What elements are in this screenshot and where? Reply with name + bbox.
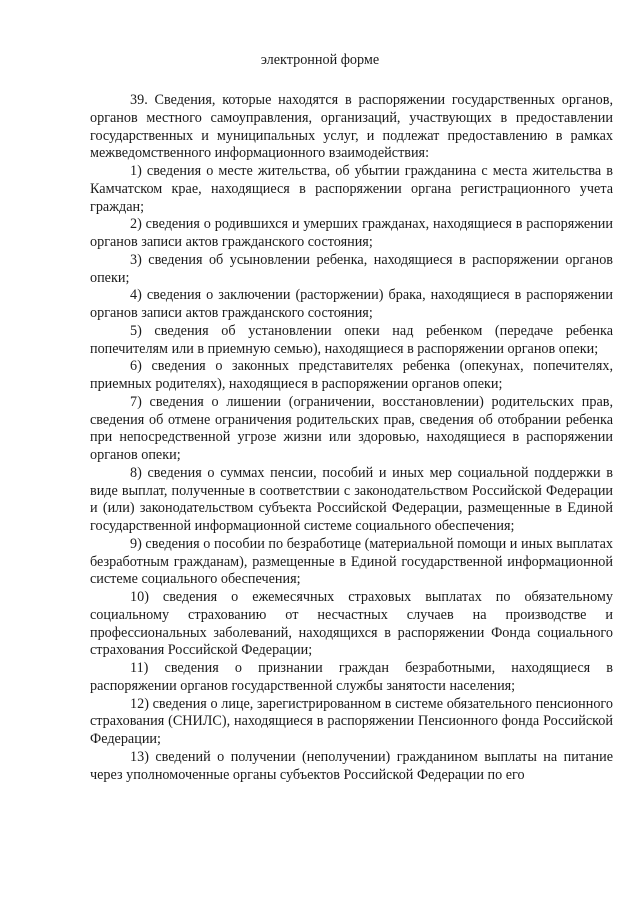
list-item-4: 4) сведения о заключении (расторжении) брака, находящиеся в распоряжении органов записи актов гражданского состояния; — [90, 287, 613, 321]
paragraph-39-intro: 39. Сведения, которые находятся в распоряжении государственных органов, органов местного самоуправления, организаций, участвующих в предоставлении государственных и муниципальных услуг, и подлежат предоставлению в рамках межведомственного информационного взаимодействия: — [90, 92, 613, 162]
list-item-11: 11) сведения о признании граждан безработными, находящиеся в распоряжении органов государственной службы занятости населения; — [90, 660, 613, 694]
list-item-2: 2) сведения о родившихся и умерших гражданах, находящиеся в распоряжении органов записи актов гражданского состояния; — [90, 216, 613, 250]
list-item-7: 7) сведения о лишении (ограничении, восстановлении) родительских прав, сведения об отмене ограничения родительских прав, сведения об отобрании ребенка при непосредственной угрозе жизни или здоровью, находящиеся в распоряжении органов опеки; — [90, 393, 613, 463]
list-item-12: 12) сведения о лице, зарегистрированном в системе обязательного пенсионного страхования (СНИЛС), находящиеся в распоряжении Пенсионного фонда Российской Федерации; — [90, 695, 613, 747]
list-item-9: 9) сведения о пособии по безработице (материальной помощи и иных выплатах безработным гражданам), размещенные в Единой государственной информационной системе социального обеспечения; — [90, 535, 613, 588]
list-item-1: 1) сведения о месте жительства, об убытии гражданина с места жительства в Камчатском крае, находящиеся в распоряжении органа регистрационного учета граждан; — [90, 163, 613, 215]
list-item-8: 8) сведения о суммах пенсии, пособий и иных мер социальной поддержки в виде выплат, полученные в соответствии с законодательством Российской Федерации и (или) законодательством субъекта Российской Федерации, размещенные в Единой государственной информационной системе социального обеспечения; — [90, 464, 613, 534]
list-item-6: 6) сведения о законных представителях ребенка (опекунах, попечителях, приемных родителях), находящиеся в распоряжении органов опеки; — [90, 358, 613, 392]
document-body — [90, 92, 613, 784]
list-item-5: 5) сведения об установлении опеки над ребенком (передаче ребенка попечителям или в приемную семью), находящиеся в распоряжении органов опеки; — [90, 322, 613, 357]
list-item-10: 10) сведения о ежемесячных страховых выплатах по обязательному социальному страхованию от несчастных случаев на производстве и профессиональных заболеваний, находящихся в распоряжении Фонда социального страхования Российской Федерации; — [90, 589, 613, 659]
list-item-13: 13) сведений о получении (неполучении) гражданином выплаты на питание через уполномоченные органы субъектов Российской Федерации по его — [90, 748, 613, 783]
list-item-3: 3) сведения об усыновлении ребенка, находящиеся в распоряжении органов опеки; — [90, 251, 613, 286]
continuation-header: электронной форме — [260, 52, 380, 68]
